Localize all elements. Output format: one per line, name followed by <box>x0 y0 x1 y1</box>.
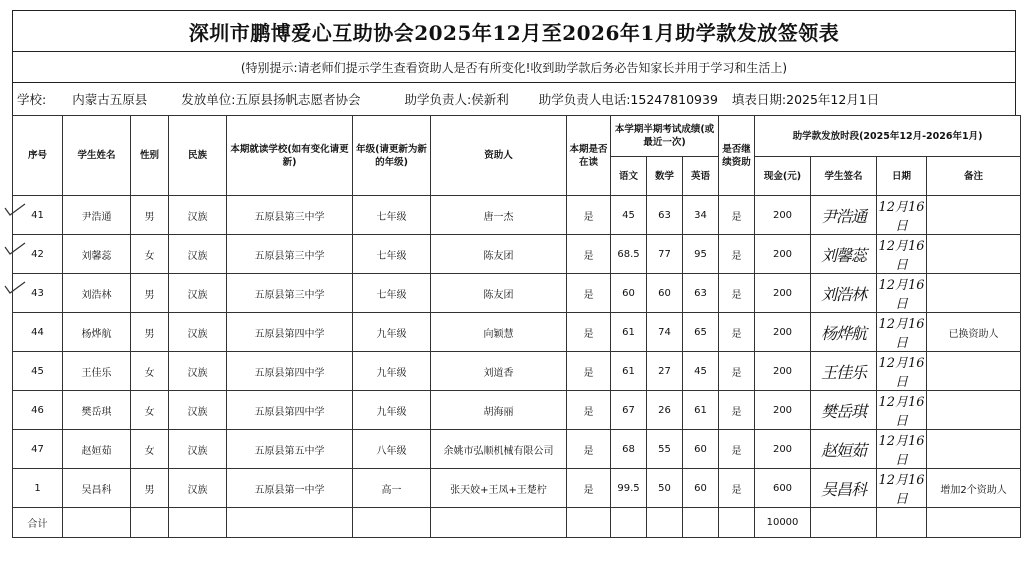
fill-date-label: 填表日期: <box>731 92 787 107</box>
cell-chinese: 99.5 <box>611 469 647 508</box>
total-cash: 10000 <box>755 508 811 538</box>
cell-english: 63 <box>683 274 719 313</box>
cell-name: 吴昌科 <box>63 469 131 508</box>
cell-sponsor: 余姚市弘顺机械有限公司 <box>431 430 567 469</box>
cell-signature: 樊岳琪 <box>811 391 877 430</box>
cell-gender: 女 <box>131 352 169 391</box>
cell-seq: 45 <box>13 352 63 391</box>
cell-seq: 44 <box>13 313 63 352</box>
table-row <box>13 235 1021 274</box>
cell-school: 五原县第一中学 <box>227 469 353 508</box>
header-remark: 备注 <box>927 157 1021 196</box>
cell-sponsor: 唐一杰 <box>431 196 567 235</box>
cell-english: 34 <box>683 196 719 235</box>
cell-grade: 九年级 <box>353 391 431 430</box>
cell-gender: 女 <box>131 430 169 469</box>
cell-chinese: 45 <box>611 196 647 235</box>
leader-label: 助学负责人: <box>404 92 472 107</box>
cell-signature: 刘浩林 <box>811 274 877 313</box>
cell-date: 12月16日 <box>877 469 927 508</box>
header-gender: 性别 <box>131 116 169 196</box>
cell-gender: 男 <box>131 469 169 508</box>
header-ethnicity: 民族 <box>169 116 227 196</box>
header-english: 英语 <box>683 157 719 196</box>
cell-math: 74 <box>647 313 683 352</box>
cell-continue: 是 <box>719 430 755 469</box>
cell-english: 60 <box>683 430 719 469</box>
cell-chinese: 67 <box>611 391 647 430</box>
cell-signature: 吴昌科 <box>811 469 877 508</box>
cell-remark: 已换资助人 <box>927 313 1021 352</box>
cell-grade: 七年级 <box>353 196 431 235</box>
sign-off-sheet <box>12 10 1016 538</box>
cell-date: 12月16日 <box>877 313 927 352</box>
cell-math: 55 <box>647 430 683 469</box>
cell-remark <box>927 235 1021 274</box>
cell-seq: 42 <box>13 235 63 274</box>
cell-remark <box>927 274 1021 313</box>
cell-seq: 43 <box>13 274 63 313</box>
grant-table <box>12 115 1021 538</box>
cell-english: 60 <box>683 469 719 508</box>
cell-enrolled: 是 <box>567 313 611 352</box>
cell-cash: 200 <box>755 235 811 274</box>
cell-continue: 是 <box>719 274 755 313</box>
cell-enrolled: 是 <box>567 235 611 274</box>
phone-value: 15247810939 <box>630 91 718 107</box>
cell-ethnicity: 汉族 <box>169 391 227 430</box>
cell-english: 61 <box>683 391 719 430</box>
cell-gender: 男 <box>131 313 169 352</box>
issuer-value: 五原县扬帆志愿者协会 <box>235 92 361 107</box>
cell-grade: 七年级 <box>353 235 431 274</box>
cell-enrolled: 是 <box>567 391 611 430</box>
cell-seq: 46 <box>13 391 63 430</box>
cell-grade: 八年级 <box>353 430 431 469</box>
cell-signature: 杨烨航 <box>811 313 877 352</box>
cell-ethnicity: 汉族 <box>169 196 227 235</box>
cell-chinese: 61 <box>611 313 647 352</box>
cell-chinese: 68.5 <box>611 235 647 274</box>
cell-name: 尹浩通 <box>63 196 131 235</box>
table-row <box>13 469 1021 508</box>
header-continue: 是否继续资助 <box>719 116 755 196</box>
cell-school: 五原县第三中学 <box>227 274 353 313</box>
cell-remark <box>927 352 1021 391</box>
cell-remark <box>927 391 1021 430</box>
cell-name: 刘馨蕊 <box>63 235 131 274</box>
table-row <box>13 391 1021 430</box>
cell-sponsor: 陈友团 <box>431 274 567 313</box>
header-period: 助学款发放时段(2025年12月-2026年1月) <box>755 116 1021 157</box>
issuer-label: 发放单位: <box>181 92 236 107</box>
cell-school: 五原县第五中学 <box>227 430 353 469</box>
cell-school: 五原县第三中学 <box>227 235 353 274</box>
total-label: 合计 <box>13 508 63 538</box>
cell-grade: 九年级 <box>353 313 431 352</box>
cell-signature: 赵姮茹 <box>811 430 877 469</box>
cell-gender: 男 <box>131 274 169 313</box>
header-signature: 学生签名 <box>811 157 877 196</box>
cell-school: 五原县第四中学 <box>227 352 353 391</box>
table-row <box>13 352 1021 391</box>
cell-chinese: 60 <box>611 274 647 313</box>
header-name: 学生姓名 <box>63 116 131 196</box>
cell-continue: 是 <box>719 313 755 352</box>
header-school: 本期就读学校(如有变化请更新) <box>227 116 353 196</box>
cell-enrolled: 是 <box>567 469 611 508</box>
document-title: 深圳市鹏博爱心互助协会2025年12月至2026年1月助学款发放签领表 <box>12 10 1016 51</box>
cell-sponsor: 胡海丽 <box>431 391 567 430</box>
cell-continue: 是 <box>719 469 755 508</box>
cell-math: 27 <box>647 352 683 391</box>
cell-continue: 是 <box>719 196 755 235</box>
leader-value: 侯新利 <box>471 92 509 107</box>
cell-cash: 200 <box>755 391 811 430</box>
cell-seq: 47 <box>13 430 63 469</box>
school-label: 学校: <box>17 92 47 107</box>
cell-ethnicity: 汉族 <box>169 313 227 352</box>
table-row <box>13 430 1021 469</box>
fill-date-value: 2025年12月1日 <box>786 92 880 107</box>
cell-name: 刘浩林 <box>63 274 131 313</box>
cell-school: 五原县第四中学 <box>227 391 353 430</box>
cell-cash: 200 <box>755 196 811 235</box>
cell-grade: 高一 <box>353 469 431 508</box>
cell-date: 12月16日 <box>877 274 927 313</box>
cell-enrolled: 是 <box>567 274 611 313</box>
info-bar <box>12 82 1016 115</box>
cell-date: 12月16日 <box>877 352 927 391</box>
cell-continue: 是 <box>719 235 755 274</box>
cell-gender: 女 <box>131 235 169 274</box>
cell-chinese: 68 <box>611 430 647 469</box>
cell-date: 12月16日 <box>877 391 927 430</box>
cell-signature: 尹浩通 <box>811 196 877 235</box>
cell-ethnicity: 汉族 <box>169 469 227 508</box>
cell-gender: 男 <box>131 196 169 235</box>
cell-cash: 200 <box>755 274 811 313</box>
header-cash: 现金(元) <box>755 157 811 196</box>
header-grade: 年级(请更新为新的年级) <box>353 116 431 196</box>
header-math: 数学 <box>647 157 683 196</box>
cell-ethnicity: 汉族 <box>169 352 227 391</box>
cell-remark <box>927 430 1021 469</box>
cell-math: 26 <box>647 391 683 430</box>
cell-math: 60 <box>647 274 683 313</box>
cell-cash: 200 <box>755 430 811 469</box>
check-mark-icon <box>4 203 26 217</box>
header-enrolled: 本期是否在读 <box>567 116 611 196</box>
cell-enrolled: 是 <box>567 196 611 235</box>
cell-name: 赵姮茹 <box>63 430 131 469</box>
cell-english: 45 <box>683 352 719 391</box>
cell-school: 五原县第三中学 <box>227 196 353 235</box>
cell-cash: 200 <box>755 352 811 391</box>
cell-continue: 是 <box>719 352 755 391</box>
cell-sponsor: 刘道香 <box>431 352 567 391</box>
cell-english: 95 <box>683 235 719 274</box>
table-row <box>13 274 1021 313</box>
cell-math: 77 <box>647 235 683 274</box>
cell-sponsor: 张天姣+王凤+王楚柠 <box>431 469 567 508</box>
cell-grade: 七年级 <box>353 274 431 313</box>
header-sponsor: 资助人 <box>431 116 567 196</box>
cell-sponsor: 陈友团 <box>431 235 567 274</box>
check-mark-icon <box>4 281 26 295</box>
cell-date: 12月16日 <box>877 235 927 274</box>
total-row <box>13 508 1021 538</box>
cell-name: 杨烨航 <box>63 313 131 352</box>
cell-date: 12月16日 <box>877 430 927 469</box>
cell-chinese: 61 <box>611 352 647 391</box>
cell-cash: 200 <box>755 313 811 352</box>
table-row <box>13 196 1021 235</box>
cell-enrolled: 是 <box>567 430 611 469</box>
cell-ethnicity: 汉族 <box>169 430 227 469</box>
cell-remark <box>927 196 1021 235</box>
header-seq: 序号 <box>13 116 63 196</box>
cell-gender: 女 <box>131 391 169 430</box>
cell-remark: 增加2个资助人 <box>927 469 1021 508</box>
cell-date: 12月16日 <box>877 196 927 235</box>
cell-enrolled: 是 <box>567 352 611 391</box>
check-mark-icon <box>4 242 26 256</box>
cell-signature: 王佳乐 <box>811 352 877 391</box>
header-chinese: 语文 <box>611 157 647 196</box>
table-row <box>13 313 1021 352</box>
cell-continue: 是 <box>719 391 755 430</box>
cell-ethnicity: 汉族 <box>169 274 227 313</box>
header-scores: 本学期半期考试成绩(或最近一次) <box>611 116 719 157</box>
cell-signature: 刘馨蕊 <box>811 235 877 274</box>
cell-seq: 41 <box>13 196 63 235</box>
cell-english: 65 <box>683 313 719 352</box>
cell-cash: 600 <box>755 469 811 508</box>
cell-name: 樊岳琪 <box>63 391 131 430</box>
phone-label: 助学负责人电话: <box>538 92 631 107</box>
cell-math: 63 <box>647 196 683 235</box>
cell-math: 50 <box>647 469 683 508</box>
school-value: 内蒙古五原县 <box>72 92 148 107</box>
cell-school: 五原县第四中学 <box>227 313 353 352</box>
header-date: 日期 <box>877 157 927 196</box>
cell-grade: 九年级 <box>353 352 431 391</box>
special-notice: (特别提示:请老师们提示学生查看资助人是否有所变化!收到助学款后务必告知家长并用于学习和生活上) <box>12 51 1016 82</box>
cell-name: 王佳乐 <box>63 352 131 391</box>
cell-sponsor: 向颖慧 <box>431 313 567 352</box>
cell-ethnicity: 汉族 <box>169 235 227 274</box>
cell-seq: 1 <box>13 469 63 508</box>
